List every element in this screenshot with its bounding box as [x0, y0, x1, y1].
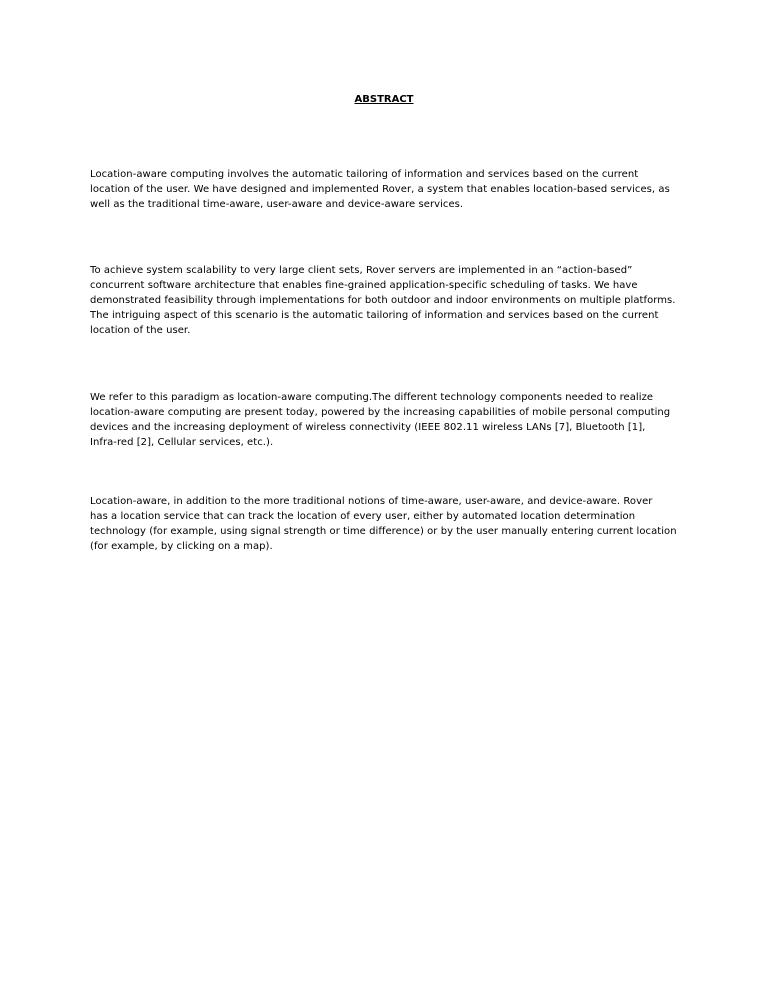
paragraph-1: Location-aware computing involves the automatic tailoring of information and services based on the current location of the user. We have designed and implemented Rover, a system that enables location-based services, as well as the traditional time-aware, user-aware and device-aware services.: [90, 169, 670, 210]
paragraph-4: Location-aware, in addition to the more traditional notions of time-aware, user-aware, and device-aware. Rover has a location service that can track the location of every user, either by automated location determination technology (for example, using signal strength or time difference) or by the user manually entering current location (for example, by clicking on a map).: [90, 496, 677, 552]
paragraph-2: To achieve system scalability to very large client sets, Rover servers are implemented in an “action-based” concurrent software architecture that enables fine-grained application-specific scheduling of tasks. We have demonstrated feasibility through implementations for both outdoor and indoor environments on multiple platforms. The intriguing aspect of this scenario is the automatic tailoring of information and services based on the current location of the user.: [90, 265, 676, 336]
paragraph-3: We refer to this paradigm as location-aware computing.The different technology components needed to realize location-aware computing are present today, powered by the increasing capabilities of mobile personal computing devices and the increasing deployment of wireless connectivity (IEEE 802.11 wireless LANs [7], Bluetooth [1], Infra-red [2], Cellular services, etc.).: [90, 392, 671, 448]
document-title: ABSTRACT: [354, 94, 414, 105]
